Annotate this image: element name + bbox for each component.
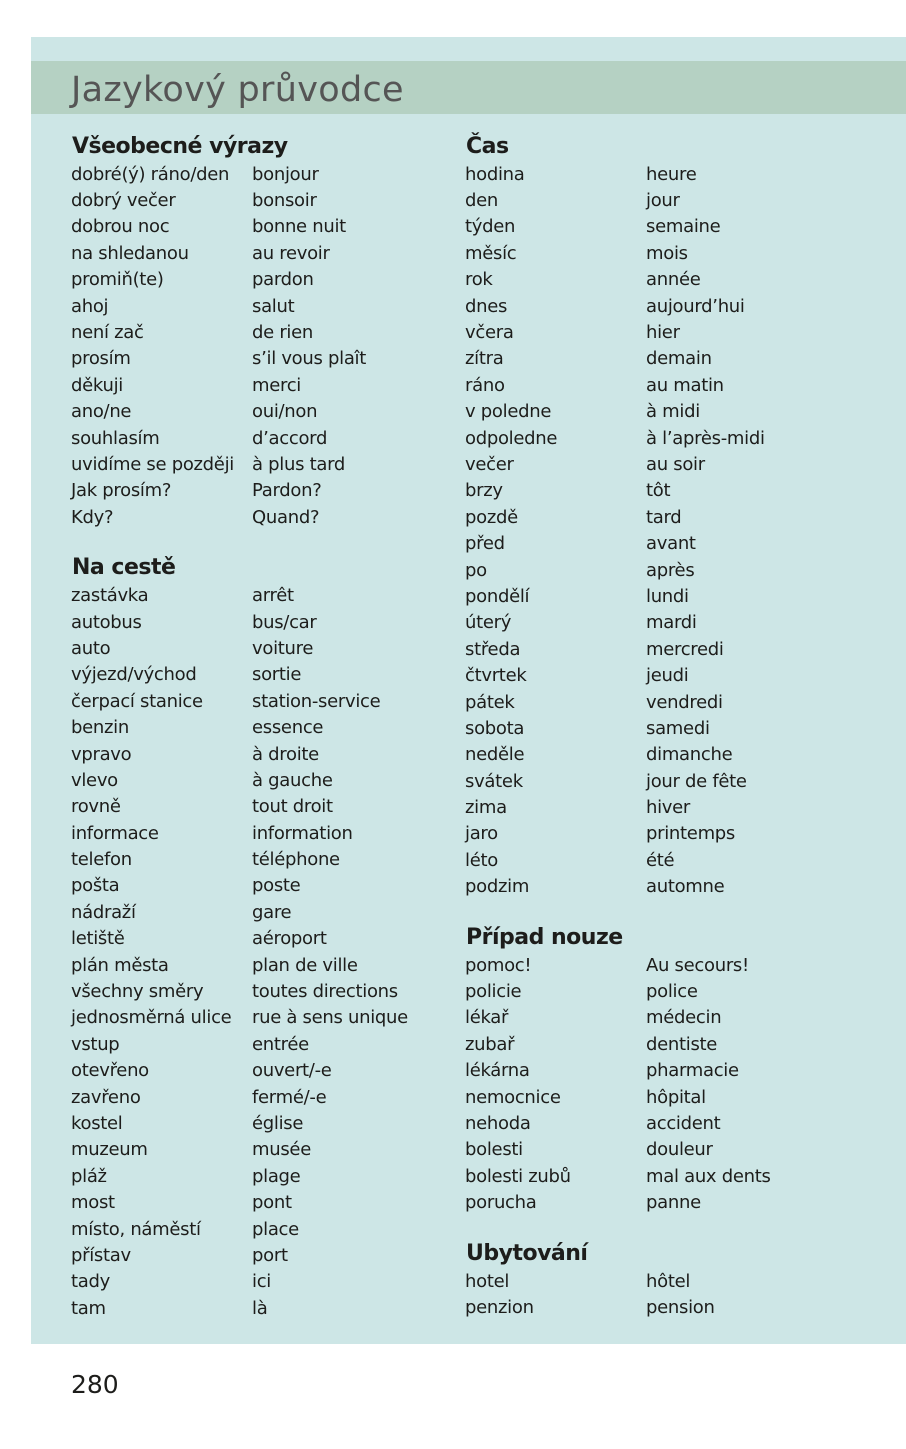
french-phrase: été	[646, 849, 675, 871]
czech-phrase: jednosměrná ulice	[71, 1007, 232, 1029]
phrase-row	[465, 504, 885, 530]
french-phrase: bonsoir	[252, 190, 317, 212]
french-phrase: mardi	[646, 612, 697, 634]
czech-phrase: včera	[465, 322, 514, 344]
phrase-row	[71, 767, 451, 793]
french-phrase: pension	[646, 1296, 715, 1318]
section-general	[71, 133, 451, 530]
phrase-row	[71, 662, 451, 688]
phrase-row	[465, 530, 885, 556]
czech-phrase: dobrou noc	[71, 216, 170, 238]
czech-phrase: dnes	[465, 295, 508, 317]
czech-phrase: vlevo	[71, 769, 118, 791]
french-phrase: au soir	[646, 453, 705, 475]
phrase-row	[465, 978, 885, 1004]
french-phrase: automne	[646, 876, 725, 898]
french-phrase: avant	[646, 533, 696, 555]
czech-phrase: benzin	[71, 717, 129, 739]
czech-phrase: Jak prosím?	[71, 480, 172, 502]
czech-phrase: týden	[465, 216, 516, 238]
french-phrase: gare	[252, 901, 292, 923]
french-phrase: après	[646, 559, 695, 581]
czech-phrase: Kdy?	[71, 506, 114, 528]
phrase-row	[465, 240, 885, 266]
section-heading: Ubytování	[466, 1240, 588, 1266]
phrase-row	[465, 821, 885, 847]
section-gap	[465, 1216, 885, 1240]
french-phrase: salut	[252, 295, 295, 317]
phrase-row	[71, 1242, 451, 1268]
french-phrase: de rien	[252, 322, 314, 344]
phrase-row	[465, 768, 885, 794]
right-column	[465, 133, 885, 1321]
section-heading: Na cestě	[72, 555, 176, 581]
czech-phrase: prosím	[71, 348, 131, 370]
phrase-row	[465, 1084, 885, 1110]
czech-phrase: všechny směry	[71, 981, 204, 1003]
czech-phrase: telefon	[71, 849, 132, 871]
french-phrase: essence	[252, 717, 324, 739]
phrase-row	[465, 293, 885, 319]
czech-phrase: středa	[465, 638, 521, 660]
czech-phrase: večer	[465, 453, 514, 475]
phrase-row	[71, 952, 451, 978]
page-number: 280	[71, 1370, 119, 1399]
section-time	[465, 133, 885, 900]
section-gap	[71, 530, 451, 554]
phrase-row	[465, 187, 885, 213]
french-phrase: printemps	[646, 823, 736, 845]
french-phrase: plan de ville	[252, 954, 358, 976]
czech-phrase: pošta	[71, 875, 120, 897]
czech-phrase: kostel	[71, 1112, 123, 1134]
french-phrase: Au secours!	[646, 954, 749, 976]
french-phrase: hier	[646, 322, 680, 344]
phrase-row	[71, 293, 451, 319]
czech-phrase: souhlasím	[71, 427, 160, 449]
french-phrase: ici	[252, 1271, 271, 1293]
czech-phrase: zítra	[465, 348, 504, 370]
phrase-row	[465, 161, 885, 187]
french-phrase: musée	[252, 1139, 311, 1161]
french-phrase: bonjour	[252, 163, 319, 185]
phrase-row	[465, 636, 885, 662]
french-phrase: mercredi	[646, 638, 724, 660]
french-phrase: panne	[646, 1192, 701, 1214]
french-phrase: à gauche	[252, 769, 333, 791]
french-phrase: samedi	[646, 717, 710, 739]
french-phrase: au revoir	[252, 242, 330, 264]
french-phrase: toutes directions	[252, 981, 398, 1003]
french-phrase: tard	[646, 506, 682, 528]
czech-phrase: místo, náměstí	[71, 1218, 201, 1240]
czech-phrase: pláž	[71, 1165, 107, 1187]
french-phrase: poste	[252, 875, 301, 897]
french-phrase: sortie	[252, 664, 302, 686]
czech-phrase: lékárna	[465, 1060, 530, 1082]
french-phrase: là	[252, 1297, 268, 1319]
czech-phrase: vpravo	[71, 743, 132, 765]
czech-phrase: pondělí	[465, 585, 530, 607]
french-phrase: hiver	[646, 797, 691, 819]
phrase-row	[465, 715, 885, 741]
phrasebook-panel	[31, 37, 906, 1344]
phrase-row	[71, 1058, 451, 1084]
french-phrase: voiture	[252, 637, 314, 659]
french-phrase: au matin	[646, 374, 724, 396]
phrase-row	[465, 1058, 885, 1084]
phrase-row	[71, 267, 451, 293]
french-phrase: mois	[646, 242, 688, 264]
czech-phrase: před	[465, 533, 505, 555]
czech-phrase: děkuji	[71, 374, 123, 396]
phrase-row	[465, 952, 885, 978]
phrase-row	[71, 688, 451, 714]
czech-phrase: lékař	[465, 1007, 509, 1029]
french-phrase: semaine	[646, 216, 721, 238]
section-heading: Všeobecné výrazy	[72, 134, 288, 159]
entry-list	[465, 1268, 885, 1321]
section-accommodation	[465, 1240, 885, 1321]
french-phrase: information	[252, 822, 353, 844]
phrase-row	[71, 187, 451, 213]
phrase-row	[71, 1137, 451, 1163]
czech-phrase: auto	[71, 637, 111, 659]
french-phrase: Quand?	[252, 506, 320, 528]
czech-phrase: plán města	[71, 954, 169, 976]
french-phrase: oui/non	[252, 401, 318, 423]
phrase-row	[71, 820, 451, 846]
phrase-row	[465, 794, 885, 820]
czech-phrase: zavřeno	[71, 1086, 141, 1108]
french-phrase: jour de fête	[646, 770, 747, 792]
czech-phrase: nádraží	[71, 901, 136, 923]
phrase-row	[465, 1268, 885, 1294]
phrase-row	[465, 319, 885, 345]
french-phrase: ouvert/-e	[252, 1060, 332, 1082]
phrase-row	[465, 1031, 885, 1057]
phrase-row	[465, 583, 885, 609]
czech-phrase: promiň(te)	[71, 269, 164, 291]
french-phrase: à l’après-midi	[646, 427, 765, 449]
entry-list	[465, 952, 885, 1216]
czech-phrase: hotel	[465, 1270, 510, 1292]
phrase-row	[465, 874, 885, 900]
czech-phrase: nemocnice	[465, 1086, 561, 1108]
czech-phrase: rok	[465, 269, 493, 291]
czech-phrase: letiště	[71, 928, 125, 950]
czech-phrase: zastávka	[71, 585, 149, 607]
french-phrase: bus/car	[252, 611, 317, 633]
french-phrase: arrêt	[252, 585, 294, 607]
french-phrase: rue à sens unique	[252, 1007, 408, 1029]
french-phrase: mal aux dents	[646, 1165, 771, 1187]
czech-phrase: penzion	[465, 1296, 534, 1318]
phrase-row	[465, 451, 885, 477]
czech-phrase: čerpací stanice	[71, 690, 203, 712]
czech-phrase: svátek	[465, 770, 523, 792]
czech-phrase: zubař	[465, 1033, 515, 1055]
czech-phrase: ano/ne	[71, 401, 132, 423]
czech-phrase: přístav	[71, 1244, 131, 1266]
czech-phrase: léto	[465, 849, 498, 871]
french-phrase: police	[646, 981, 698, 1003]
czech-phrase: tady	[71, 1271, 110, 1293]
phrase-row	[465, 214, 885, 240]
czech-phrase: podzim	[465, 876, 530, 898]
czech-phrase: po	[465, 559, 487, 581]
czech-phrase: uvidíme se později	[71, 453, 234, 475]
phrase-row	[71, 504, 451, 530]
phrase-row	[465, 425, 885, 451]
czech-phrase: odpoledne	[465, 427, 558, 449]
phrase-row	[465, 346, 885, 372]
french-phrase: douleur	[646, 1139, 713, 1161]
phrase-row	[465, 610, 885, 636]
french-phrase: vendredi	[646, 691, 723, 713]
french-phrase: à midi	[646, 401, 700, 423]
section-gap	[465, 900, 885, 924]
phrase-row	[71, 1189, 451, 1215]
phrase-row	[71, 425, 451, 451]
czech-phrase: den	[465, 190, 499, 212]
phrase-row	[71, 1295, 451, 1321]
french-phrase: dimanche	[646, 744, 733, 766]
phrase-row	[465, 372, 885, 398]
czech-phrase: dobré(ý) ráno/den	[71, 163, 230, 185]
czech-phrase: ahoj	[71, 295, 109, 317]
section-travel	[71, 554, 451, 1321]
czech-phrase: zima	[465, 797, 507, 819]
phrase-row	[71, 1110, 451, 1136]
phrase-row	[71, 399, 451, 425]
french-phrase: à plus tard	[252, 453, 345, 475]
phrase-row	[71, 319, 451, 345]
phrase-row	[71, 1163, 451, 1189]
czech-phrase: pátek	[465, 691, 515, 713]
phrase-row	[71, 1031, 451, 1057]
french-phrase: jour	[646, 190, 680, 212]
french-phrase: merci	[252, 374, 302, 396]
czech-phrase: výjezd/východ	[71, 664, 197, 686]
section-heading: Případ nouze	[466, 924, 623, 950]
french-phrase: tout droit	[252, 796, 333, 818]
french-phrase: pardon	[252, 269, 314, 291]
french-phrase: d’accord	[252, 427, 328, 449]
french-phrase: accident	[646, 1112, 721, 1134]
phrase-row	[71, 794, 451, 820]
phrase-row	[465, 689, 885, 715]
czech-phrase: policie	[465, 981, 522, 1003]
phrase-row	[465, 478, 885, 504]
phrase-row	[465, 1137, 885, 1163]
phrase-row	[71, 240, 451, 266]
phrase-row	[71, 582, 451, 608]
french-phrase: demain	[646, 348, 712, 370]
french-phrase: année	[646, 269, 701, 291]
phrase-row	[465, 1005, 885, 1031]
czech-phrase: sobota	[465, 717, 525, 739]
czech-phrase: bolesti	[465, 1139, 523, 1161]
czech-phrase: brzy	[465, 480, 503, 502]
czech-phrase: měsíc	[465, 242, 517, 264]
french-phrase: heure	[646, 163, 697, 185]
section-emergency	[465, 924, 885, 1216]
phrase-row	[465, 557, 885, 583]
czech-phrase: pozdě	[465, 506, 518, 528]
section-heading: Čas	[466, 134, 509, 159]
czech-phrase: rovně	[71, 796, 121, 818]
phrase-row	[71, 1084, 451, 1110]
czech-phrase: dobrý večer	[71, 190, 176, 212]
czech-phrase: nehoda	[465, 1112, 531, 1134]
french-phrase: plage	[252, 1165, 301, 1187]
czech-phrase: čtvrtek	[465, 665, 527, 687]
czech-phrase: na shledanou	[71, 242, 189, 264]
czech-phrase: most	[71, 1192, 115, 1214]
french-phrase: place	[252, 1218, 299, 1240]
czech-phrase: bolesti zubů	[465, 1165, 571, 1187]
phrase-row	[465, 1110, 885, 1136]
french-phrase: tôt	[646, 480, 671, 502]
phrase-row	[71, 214, 451, 240]
czech-phrase: neděle	[465, 744, 525, 766]
entry-list	[71, 582, 451, 1321]
page-title: Jazykový průvodce	[71, 70, 404, 110]
phrase-row	[71, 635, 451, 661]
phrase-row	[71, 451, 451, 477]
french-phrase: aéroport	[252, 928, 327, 950]
czech-phrase: autobus	[71, 611, 142, 633]
phrase-row	[71, 1005, 451, 1031]
french-phrase: jeudi	[646, 665, 689, 687]
phrase-row	[465, 267, 885, 293]
phrase-row	[71, 741, 451, 767]
french-phrase: station-service	[252, 690, 381, 712]
phrase-row	[71, 609, 451, 635]
left-column	[71, 133, 451, 1321]
czech-phrase: ráno	[465, 374, 505, 396]
phrase-row	[71, 873, 451, 899]
phrase-row	[465, 399, 885, 425]
czech-phrase: vstup	[71, 1033, 120, 1055]
czech-phrase: muzeum	[71, 1139, 148, 1161]
french-phrase: église	[252, 1112, 304, 1134]
french-phrase: hôtel	[646, 1270, 691, 1292]
french-phrase: fermé/-e	[252, 1086, 327, 1108]
czech-phrase: tam	[71, 1297, 106, 1319]
phrase-row	[71, 372, 451, 398]
phrase-row	[465, 847, 885, 873]
french-phrase: entrée	[252, 1033, 309, 1055]
french-phrase: à droite	[252, 743, 319, 765]
phrase-row	[71, 346, 451, 372]
phrase-row	[71, 978, 451, 1004]
phrase-row	[71, 926, 451, 952]
phrase-row	[465, 1163, 885, 1189]
czech-phrase: pomoc!	[465, 954, 532, 976]
czech-phrase: jaro	[465, 823, 498, 845]
czech-phrase: informace	[71, 822, 159, 844]
czech-phrase: není zač	[71, 322, 144, 344]
french-phrase: port	[252, 1244, 288, 1266]
czech-phrase: úterý	[465, 612, 512, 634]
phrase-row	[465, 662, 885, 688]
phrase-row	[71, 846, 451, 872]
french-phrase: lundi	[646, 585, 689, 607]
french-phrase: Pardon?	[252, 480, 322, 502]
phrase-row	[71, 899, 451, 925]
french-phrase: hôpital	[646, 1086, 706, 1108]
entry-list	[71, 161, 451, 530]
phrase-row	[71, 714, 451, 740]
french-phrase: médecin	[646, 1007, 722, 1029]
french-phrase: pharmacie	[646, 1060, 739, 1082]
phrase-row	[71, 478, 451, 504]
phrase-row	[465, 742, 885, 768]
czech-phrase: porucha	[465, 1192, 537, 1214]
entry-list	[465, 161, 885, 900]
french-phrase: aujourd’hui	[646, 295, 745, 317]
phrase-row	[465, 1294, 885, 1320]
french-phrase: pont	[252, 1192, 292, 1214]
phrase-row	[71, 1216, 451, 1242]
phrase-row	[71, 161, 451, 187]
czech-phrase: hodina	[465, 163, 525, 185]
czech-phrase: otevřeno	[71, 1060, 149, 1082]
phrase-row	[71, 1269, 451, 1295]
czech-phrase: v poledne	[465, 401, 552, 423]
french-phrase: s’il vous plaît	[252, 348, 367, 370]
phrase-row	[465, 1189, 885, 1215]
french-phrase: dentiste	[646, 1033, 718, 1055]
french-phrase: téléphone	[252, 849, 340, 871]
french-phrase: bonne nuit	[252, 216, 346, 238]
